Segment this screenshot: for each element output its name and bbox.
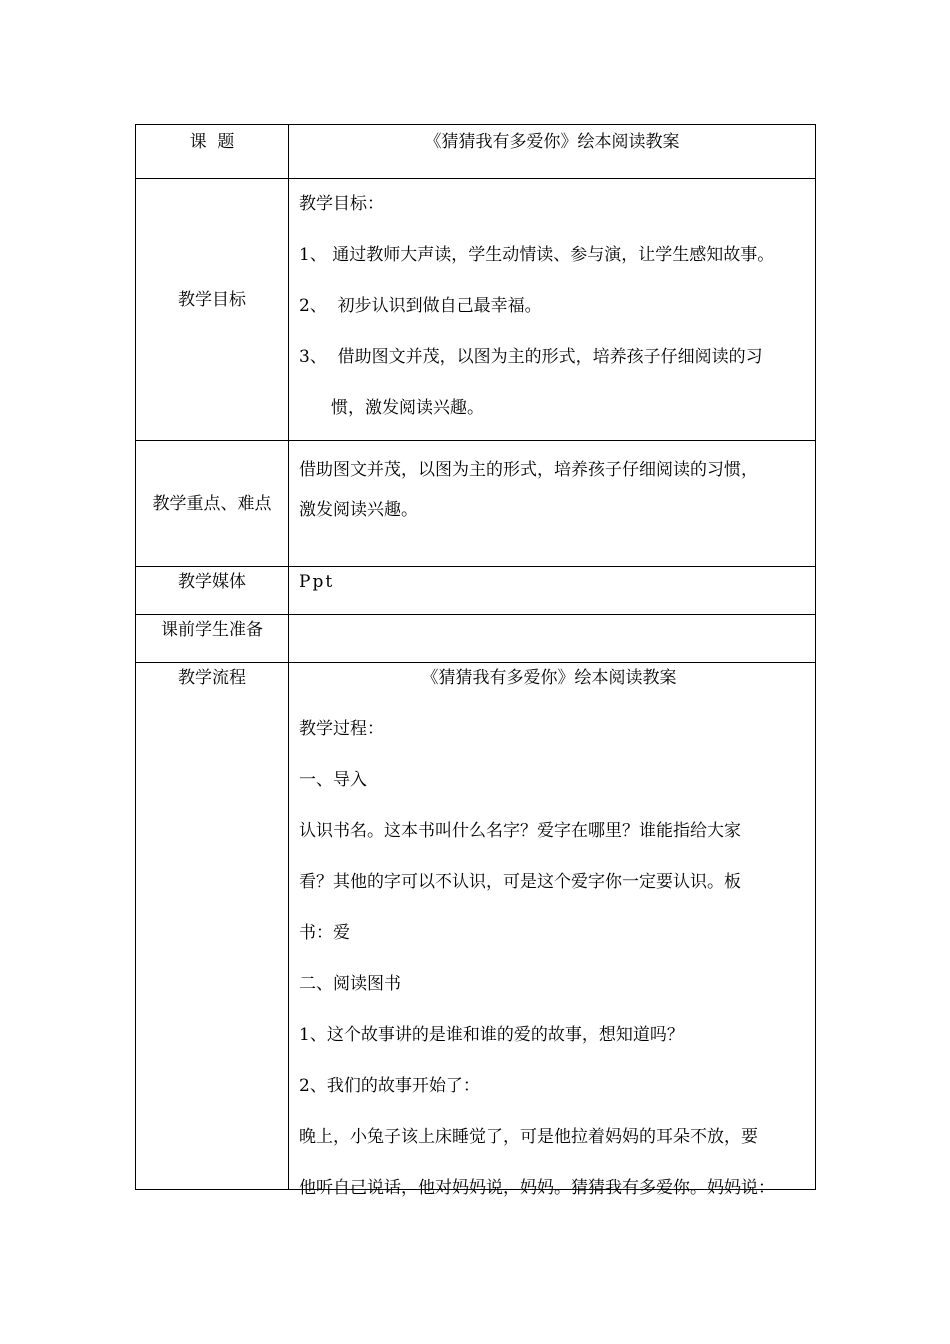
label-preparation-text: 课前学生准备 (161, 620, 263, 640)
value-objectives (289, 179, 816, 441)
process-line-7: 1、这个故事讲的是谁和谁的爱的故事，想知道吗？ (299, 1025, 684, 1045)
objective-item-3: 3、 借助图文并茂，以图为主的形式，培养孩子仔细阅读的习 (299, 347, 763, 367)
label-topic (136, 125, 289, 179)
value-key-points (289, 441, 816, 567)
topic-title: 《猜猜我有多爱你》绘本阅读教案 (424, 132, 680, 152)
label-key-points-text: 教学重点、难点 (152, 493, 272, 514)
key-points-line-1: 借助图文并茂，以图为主的形式，培养孩子仔细阅读的习惯， (299, 460, 758, 480)
row-media (136, 567, 816, 615)
process-line-6: 二、阅读图书 (299, 974, 401, 994)
process-line-4: 看？其他的字可以不认识，可是这个爱字你一定要认识。板 (299, 872, 741, 892)
label-key-points (136, 441, 289, 567)
row-key-points (136, 441, 816, 567)
process-line-3: 认识书名。这本书叫什么名字？爱字在哪里？谁能指给大家 (299, 821, 741, 841)
process-line-1: 教学过程： (299, 719, 384, 739)
label-preparation (136, 615, 289, 663)
label-media (136, 567, 289, 615)
process-line-9: 晚上，小兔子该上床睡觉了，可是他拉着妈妈的耳朵不放，要 (299, 1127, 758, 1147)
row-process (136, 663, 816, 1190)
value-process (289, 663, 816, 1198)
objective-item-3-cont: 惯，激发阅读兴趣。 (331, 398, 484, 418)
label-process-text: 教学流程 (178, 668, 246, 688)
process-line-5: 书：爱 (299, 923, 350, 943)
label-topic-text: 课 题 (189, 132, 235, 152)
label-objectives-text: 教学目标 (178, 289, 246, 310)
objectives-heading: 教学目标： (299, 194, 384, 214)
media-value: Ppt (299, 572, 335, 592)
process-title: 《猜猜我有多爱你》绘本阅读教案 (421, 668, 677, 688)
lesson-plan-table (135, 124, 816, 1198)
row-topic (136, 125, 816, 179)
process-line-8: 2、我们的故事开始了： (299, 1076, 480, 1096)
label-media-text: 教学媒体 (178, 572, 246, 592)
process-line-2: 一、导入 (299, 770, 367, 790)
objective-item-1: 1、 通过教师大声读，学生动情读、参与演，让学生感知故事。 (299, 245, 775, 265)
key-points-line-2: 激发阅读兴趣。 (299, 500, 418, 520)
objective-item-2: 2、 初步认识到做自己最幸福。 (299, 296, 542, 316)
label-process (136, 663, 289, 1190)
row-objectives (136, 179, 816, 441)
value-preparation (289, 615, 816, 663)
value-media (289, 567, 816, 615)
row-preparation (136, 615, 816, 663)
process-line-10: 他听自己说话，他对妈妈说，妈妈。猜猜我有多爱你。妈妈说： (299, 1178, 775, 1198)
value-topic (289, 125, 816, 179)
label-objectives (136, 179, 289, 441)
